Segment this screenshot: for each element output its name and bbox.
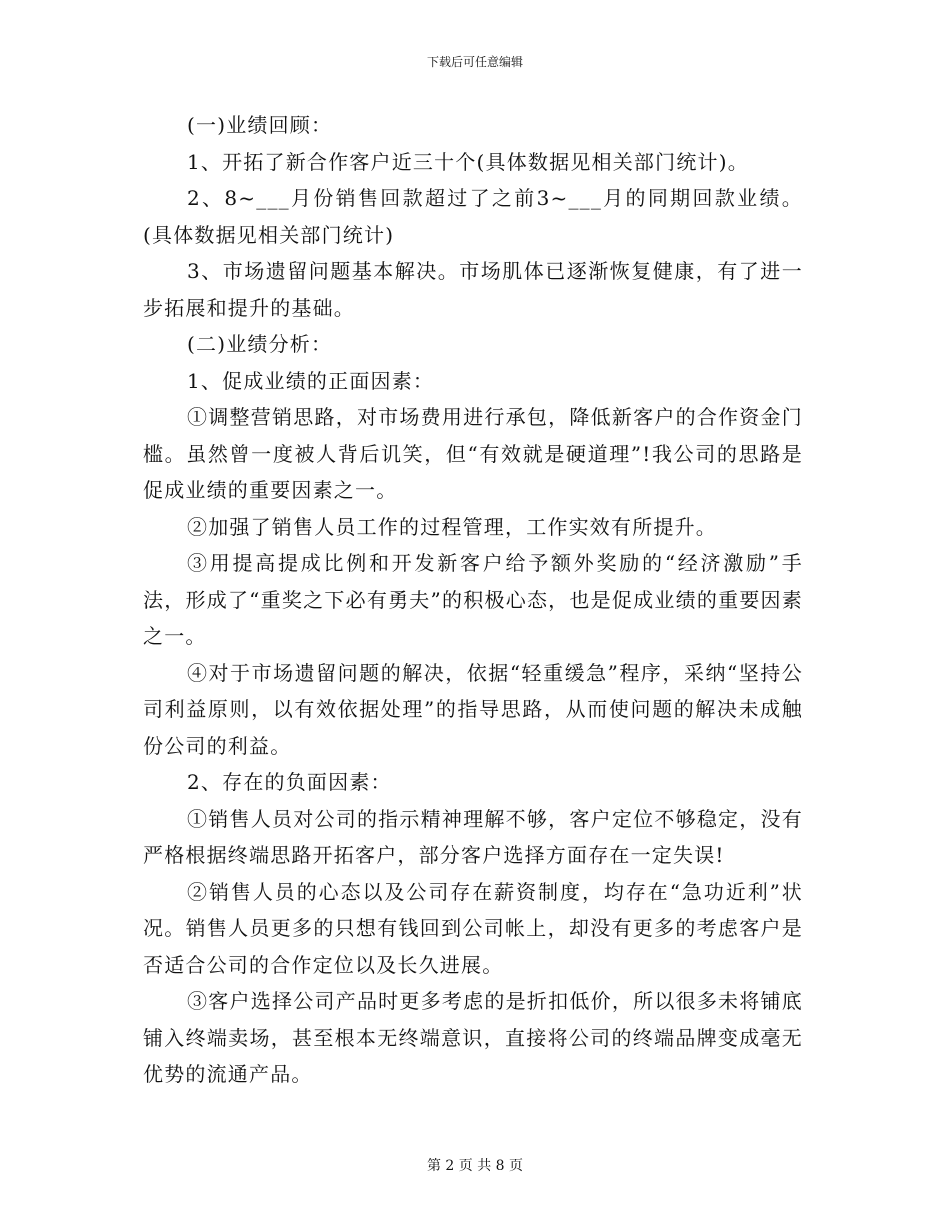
page-header: 下载后可任意编辑 [426,55,523,69]
paragraph-positive-factor-4: ④对于市场遗留问题的解决，依据“轻重缓急”程序，采纳“坚持公司利益原则，以有效依据处理”的指导思路，从而使问题的解决未成触份公司的利益。 [143,660,803,758]
page-number-footer: 第 2 页 共 8 页 [426,1158,524,1174]
paragraph-review-item-2: 2、8~___月份销售回款超过了之前3~___月的同期回款业绩。(具体数据见相关部门统计) [143,186,803,247]
subheading-positive-factors: 1、促成业绩的正面因素： [187,368,435,393]
paragraph-review-item-1: 1、开拓了新合作客户近三十个(具体数据见相关部门统计)。 [187,149,749,174]
section-heading-performance-review: (一)业绩回顾： [187,113,333,137]
paragraph-positive-factor-1: ①调整营销思路，对市场费用进行承包，降低新客户的合作资金门槛。虽然曾一度被人背后讥笑，但“有效就是硬道理”!我公司的思路是促成业绩的重要因素之一。 [143,405,803,502]
document-body [143,107,803,1093]
paragraph-positive-factor-3: ③用提高提成比例和开发新客户给予额外奖励的“经济激励”手法，形成了“重奖之下必有勇夫”的积极心态，也是促成业绩的重要因素之一。 [143,551,803,648]
paragraph-negative-factor-1: ①销售人员对公司的指示精神理解不够，客户定位不够稳定，没有严格根据终端思路开拓客户，部分客户选择方面存在一定失误! [143,806,803,867]
paragraph-negative-factor-2: ②销售人员的心态以及公司存在薪资制度，均存在“急功近利”状况。销售人员更多的只想有钱回到公司帐上，却没有更多的考虑客户是否适合公司的合作定位以及长久进展。 [143,879,803,977]
section-heading-performance-analysis: (二)业绩分析： [187,332,333,356]
paragraph-review-item-3: 3、市场遗留问题基本解决。市场肌体已逐渐恢复健康，有了进一步拓展和提升的基础。 [143,259,803,320]
paragraph-positive-factor-2: ②加强了销售人员工作的过程管理，工作实效有所提升。 [187,514,717,539]
subheading-negative-factors: 2、存在的负面因素： [187,770,392,794]
paragraph-negative-factor-3: ③客户选择公司产品时更多考虑的是折扣低价，所以很多未将铺底铺入终端卖场，甚至根本无终端意识，直接将公司的终端品牌变成毫无优势的流通产品。 [143,989,803,1086]
